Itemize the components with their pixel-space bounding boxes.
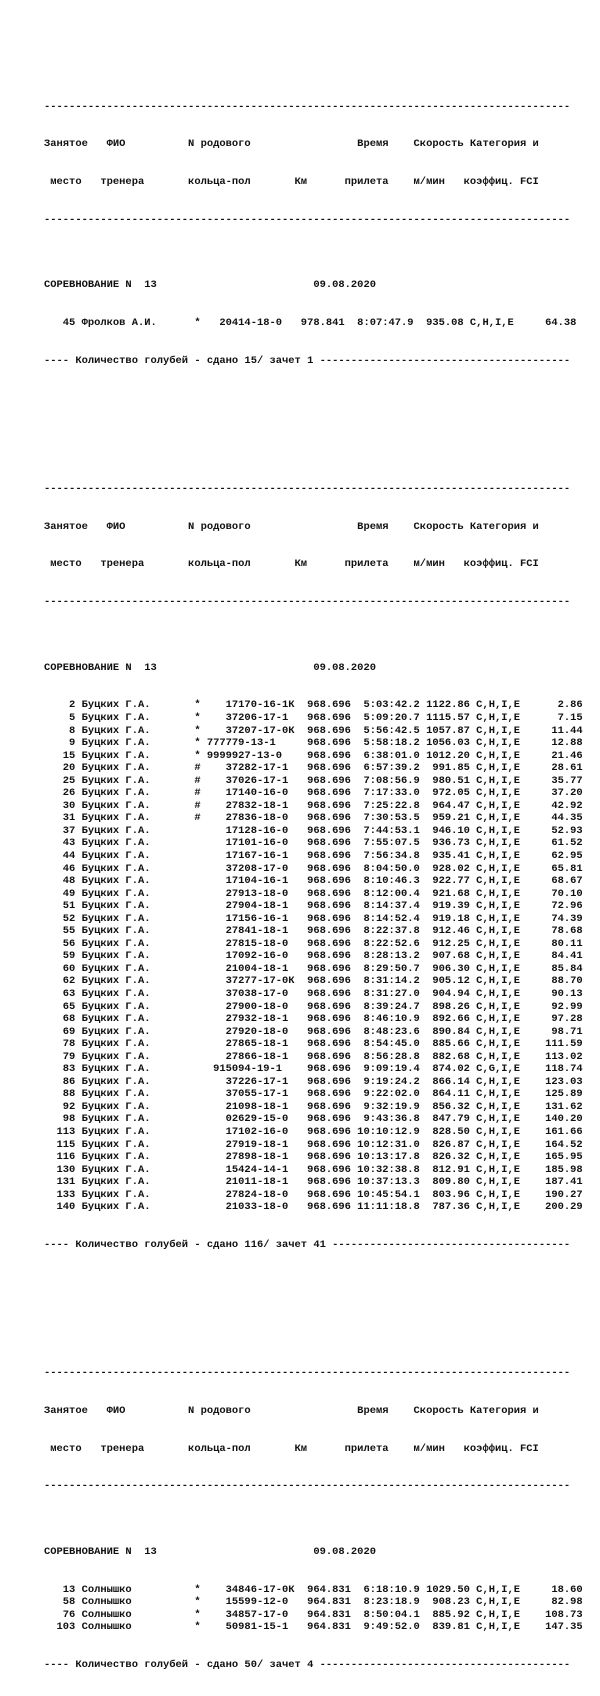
- rule-line: ------------------------------------------------------------------------------------: [44, 1480, 571, 1493]
- result-row: 51 Буцких Г.А. 27904-18-1 968.696 8:14:37.4 919.39 C,H,I,E 72.96: [44, 900, 583, 913]
- results-table: [44, 699, 583, 1213]
- result-row: 62 Буцких Г.А. 37277-17-0К 968.696 8:31:14.2 905.12 C,H,I,E 88.70: [44, 975, 583, 988]
- result-row: 8 Буцких Г.А. * 37207-17-0К 968.696 5:56:42.5 1057.87 C,H,I,E 11.44: [44, 724, 583, 737]
- result-row: 20 Буцких Г.А. # 37282-17-1 968.696 6:57:39.2 991.85 C,H,I,E 28.61: [44, 762, 583, 775]
- result-row: 103 Солнышко * 50981-15-1 964.831 9:49:52.0 839.81 C,H,I,E 147.35: [44, 1621, 583, 1634]
- result-row: 92 Буцких Г.А. 21098-18-1 968.696 9:32:19.9 856.32 C,H,I,E 131.62: [44, 1100, 583, 1113]
- result-row: 56 Буцких Г.А. 27815-18-0 968.696 8:22:52.6 912.25 C,H,I,E 80.11: [44, 937, 583, 950]
- result-row: 60 Буцких Г.А. 21004-18-1 968.696 8:29:50.7 906.30 C,H,I,E 85.84: [44, 962, 583, 975]
- result-row: 65 Буцких Г.А. 27900-18-0 968.696 8:39:24.7 898.26 C,H,I,E 92.99: [44, 1000, 583, 1013]
- result-row: 43 Буцких Г.А. 17101-16-0 968.696 7:55:07.5 936.73 C,H,I,E 61.52: [44, 837, 583, 850]
- rule-line: ------------------------------------------------------------------------------------: [44, 100, 571, 113]
- rule-line: ------------------------------------------------------------------------------------: [44, 483, 571, 496]
- result-row: 79 Буцких Г.А. 27866-18-1 968.696 8:56:28.8 882.68 C,H,I,E 113.02: [44, 1050, 583, 1063]
- results-table: [44, 1584, 583, 1634]
- results-table: [44, 317, 583, 330]
- column-header-line1: Занятое ФИО N родового Время Скорость Категория и: [44, 1405, 539, 1418]
- result-row: 55 Буцких Г.А. 27841-18-1 968.696 8:22:37.8 912.46 C,H,I,E 78.68: [44, 925, 583, 938]
- result-row: 86 Буцких Г.А. 37226-17-1 968.696 9:19:24.2 866.14 C,H,I,E 123.03: [44, 1075, 583, 1088]
- result-row: 131 Буцких Г.А. 21011-18-1 968.696 10:37:13.3 809.80 C,H,I,E 187.41: [44, 1176, 583, 1189]
- pigeon-count-summary: ---- Количество голубей - сдано 15/ зачет 1 ----------------------------------------: [44, 354, 571, 367]
- result-row: 140 Буцких Г.А. 21033-18-0 968.696 11:11:18.8 787.36 C,H,I,E 200.29: [44, 1201, 583, 1214]
- result-row: 2 Буцких Г.А. * 17170-16-1К 968.696 5:03:42.2 1122.86 C,H,I,E 2.86: [44, 699, 583, 712]
- column-header-line2: место тренера кольца-пол Км прилета м/мин коэффиц. FCI: [44, 176, 539, 189]
- result-row: 44 Буцких Г.А. 17167-16-1 968.696 7:56:34.8 935.41 C,H,I,E 62.95: [44, 850, 583, 862]
- competition-title: СОРЕВНОВАНИЕ N 13 09.08.2020: [44, 661, 376, 674]
- club-section: [44, 76, 583, 393]
- result-row: 59 Буцких Г.А. 17092-16-0 968.696 8:28:13.2 907.68 C,H,I,E 84.41: [44, 950, 583, 963]
- result-row: 37 Буцких Г.А. 17128-16-0 968.696 7:44:53.1 946.10 C,H,I,E 52.93: [44, 824, 583, 837]
- result-row: 48 Буцких Г.А. 17104-16-1 968.696 8:10:46.3 922.77 C,H,I,E 68.67: [44, 875, 583, 888]
- result-row: 76 Солнышко * 34857-17-0 964.831 8:50:04.1 885.92 C,H,I,E 108.73: [44, 1608, 583, 1621]
- result-row: 25 Буцких Г.А. # 37026-17-1 968.696 7:08:56.9 980.51 C,H,I,E 35.77: [44, 774, 583, 787]
- result-row: 26 Буцких Г.А. # 17140-16-0 968.696 7:17:33.0 972.05 C,H,I,E 37.20: [44, 787, 583, 800]
- result-row: 63 Буцких Г.А. 37038-17-0 968.696 8:31:27.0 904.94 C,H,I,E 90.13: [44, 988, 583, 1001]
- result-row: 45 Фролков А.И. * 20414-18-0 978.841 8:07:47.9 935.08 C,H,I,E 64.38: [44, 317, 577, 330]
- result-row: 31 Буцких Г.А. # 27836-18-0 968.696 7:30:53.5 959.21 C,H,I,E 44.35: [44, 812, 583, 825]
- result-row: 9 Буцких Г.А. * 777779-13-1 968.696 5:58:18.2 1056.03 C,H,I,E 12.88: [44, 737, 583, 750]
- competition-title: СОРЕВНОВАНИЕ N 13 09.08.2020: [44, 1546, 376, 1559]
- result-row: 130 Буцких Г.А. 15424-14-1 968.696 10:32:38.8 812.91 C,H,I,E 185.98: [44, 1163, 583, 1176]
- column-header-line1: Занятое ФИО N родового Время Скорость Категория и: [44, 138, 539, 151]
- pigeon-count-summary: ---- Количество голубей - сдано 50/ зачет 4 ----------------------------------------: [44, 1659, 571, 1671]
- club-section: [44, 458, 583, 1277]
- rule-line: ------------------------------------------------------------------------------------: [44, 1367, 571, 1380]
- result-row: 133 Буцких Г.А. 27824-18-0 968.696 10:45:54.1 803.96 C,H,I,E 190.27: [44, 1188, 583, 1201]
- result-row: 83 Буцких Г.А. 915094-19-1 968.696 9:09:19.4 874.02 C,G,I,E 118.74: [44, 1063, 583, 1076]
- rule-line: ------------------------------------------------------------------------------------: [44, 596, 571, 609]
- result-row: 113 Буцких Г.А. 17102-16-0 968.696 10:10:12.9 828.50 C,H,I,E 161.66: [44, 1126, 583, 1139]
- column-header-line2: место тренера кольца-пол Км прилета м/мин коэффиц. FCI: [44, 1442, 539, 1455]
- result-row: 5 Буцких Г.А. * 37206-17-1 968.696 5:09:20.7 1115.57 C,H,I,E 7.15: [44, 711, 583, 724]
- result-row: 15 Буцких Г.А. * 9999927-13-0 968.696 6:38:01.0 1012.20 C,H,I,E 21.46: [44, 749, 583, 762]
- result-row: 30 Буцких Г.А. # 27832-18-1 968.696 7:25:22.8 964.47 C,H,I,E 42.92: [44, 799, 583, 812]
- club-section: [44, 1342, 583, 1696]
- result-row: 46 Буцких Г.А. 37208-17-0 968.696 8:04:50.0 928.02 C,H,I,E 65.81: [44, 862, 583, 875]
- result-row: 58 Солнышко * 15599-12-0 964.831 8:23:18.9 908.23 C,H,I,E 82.98: [44, 1596, 583, 1609]
- result-row: 98 Буцких Г.А. 02629-15-0 968.696 9:43:36.8 847.79 C,H,I,E 140.20: [44, 1113, 583, 1126]
- result-row: 69 Буцких Г.А. 27920-18-0 968.696 8:48:23.6 890.84 C,H,I,E 98.71: [44, 1025, 583, 1038]
- result-row: 49 Буцких Г.А. 27913-18-0 968.696 8:12:00.4 921.68 C,H,I,E 70.10: [44, 887, 583, 900]
- rule-line: ------------------------------------------------------------------------------------: [44, 213, 571, 226]
- result-row: 115 Буцких Г.А. 27919-18-1 968.696 10:12:31.0 826.87 C,H,I,E 164.52: [44, 1138, 583, 1151]
- result-row: 13 Солнышко * 34846-17-0К 964.831 6:18:10.9 1029.50 C,H,I,E 18.60: [44, 1583, 583, 1596]
- result-row: 116 Буцких Г.А. 27898-18-1 968.696 10:13:17.8 826.32 C,H,I,E 165.95: [44, 1151, 583, 1164]
- result-row: 78 Буцких Г.А. 27865-18-1 968.696 8:54:45.0 885.66 C,H,I,E 111.59: [44, 1038, 583, 1051]
- competition-title: СОРЕВНОВАНИЕ N 13 09.08.2020: [44, 279, 376, 292]
- result-row: 68 Буцких Г.А. 27932-18-1 968.696 8:46:10.9 892.66 C,H,I,E 97.28: [44, 1013, 583, 1026]
- results-report: [44, 38, 583, 1696]
- result-row: 88 Буцких Г.А. 37055-17-1 968.696 9:22:02.0 864.11 C,H,I,E 125.89: [44, 1088, 583, 1101]
- pigeon-count-summary: ---- Количество голубей - сдано 116/ зачет 41 --------------------------------------: [44, 1238, 571, 1251]
- column-header-line2: место тренера кольца-пол Км прилета м/мин коэффиц. FCI: [44, 558, 539, 571]
- column-header-line1: Занятое ФИО N родового Время Скорость Категория и: [44, 520, 539, 533]
- result-row: 52 Буцких Г.А. 17156-16-1 968.696 8:14:52.4 919.18 C,H,I,E 74.39: [44, 912, 583, 925]
